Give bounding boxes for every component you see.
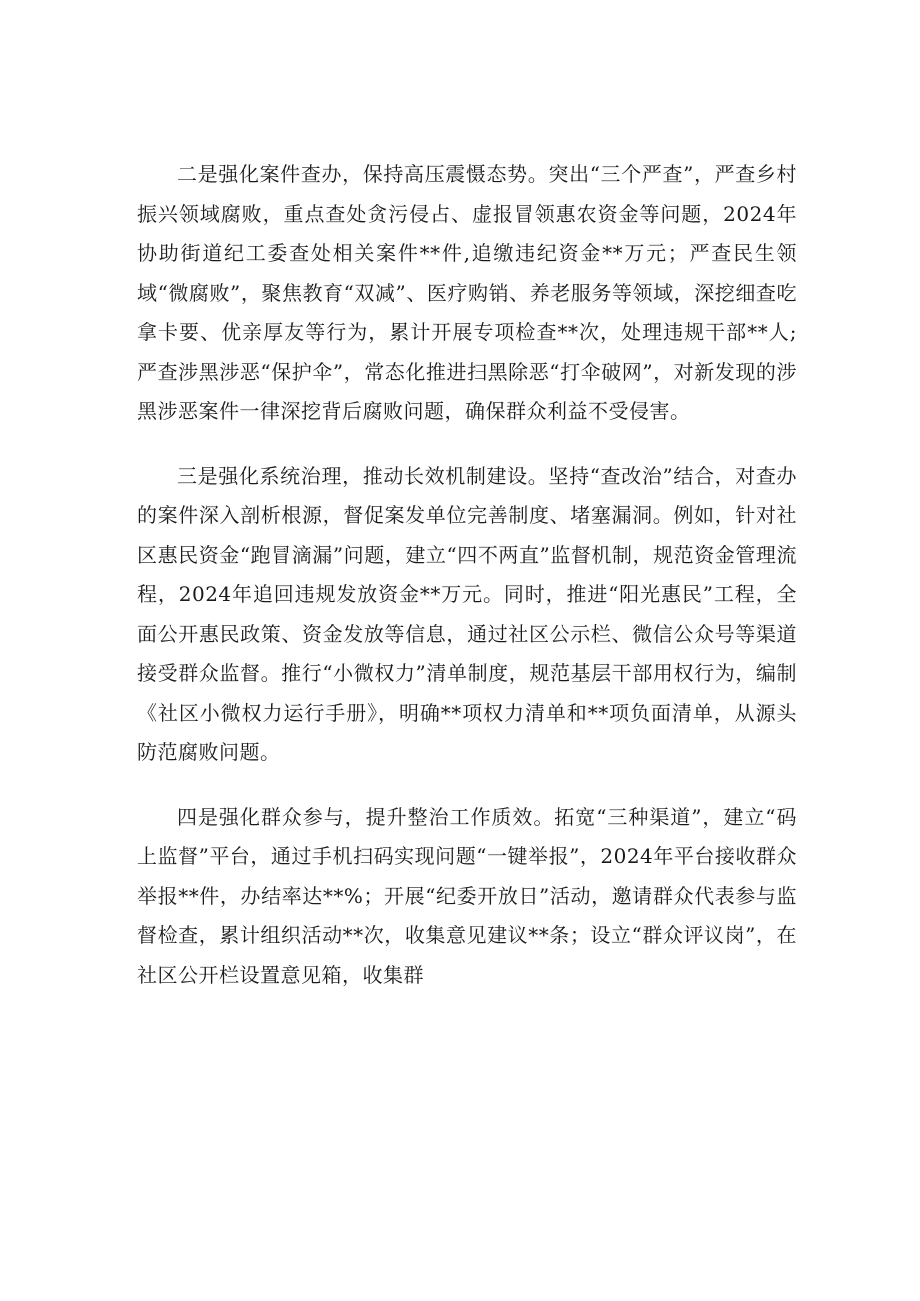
paragraph-case-handling: 二是强化案件查办，保持高压震慑态势。突出“三个严查”，严查乡村振兴领域腐败，重点查处贪污侵占、虚报冒领惠农资金等问题，2024年协助街道纪工委查处相关案件**件,追缴违纪资金**万元；严查民生领域“微腐败”，聚焦教育“双减”、医疗购销、养老服务等领域，深挖细查吃拿卡要、优亲厚友等行为，累计开展专项检查**次，处理违规干部**人;严查涉黑涉恶“保护伞”，常态化推进扫黑除恶“打伞破网”，对新发现的涉黑涉恶案件一律深挖背后腐败问题，确保群众利益不受侵害。 — [137, 162, 797, 423]
document-body — [137, 155, 797, 1020]
paragraph-system-governance: 三是强化系统治理，推动长效机制建设。坚持“查改治”结合，对查办的案件深入剖析根源，督促案发单位完善制度、堵塞漏洞。例如，针对社区惠民资金“跑冒滴漏”问题，建立“四不两直”监督机制，规范资金管理流程，2024年追回违规发放资金**万元。同时，推进“阳光惠民”工程，全面公开惠民政策、资金发放等信息，通过社区公示栏、微信公众号等渠道接受群众监督。推行“小微权力”清单制度，规范基层干部用权行为，编制《社区小微权力运行手册》，明确**项权力清单和**项负面清单，从源头防范腐败问题。 — [137, 463, 797, 764]
paragraph-public-participation: 四是强化群众参与，提升整治工作质效。拓宽“三种渠道”，建立“码上监督”平台，通过手机扫码实现问题“一键举报”，2024年平台接收群众举报**件，办结率达**%；开展“纪委开放日”活动，邀请群众代表参与监督检查，累计组织活动**次，收集意见建议**条；设立“群众评议岗”，在社区公开栏设置意见箱，收集群 — [137, 804, 797, 987]
